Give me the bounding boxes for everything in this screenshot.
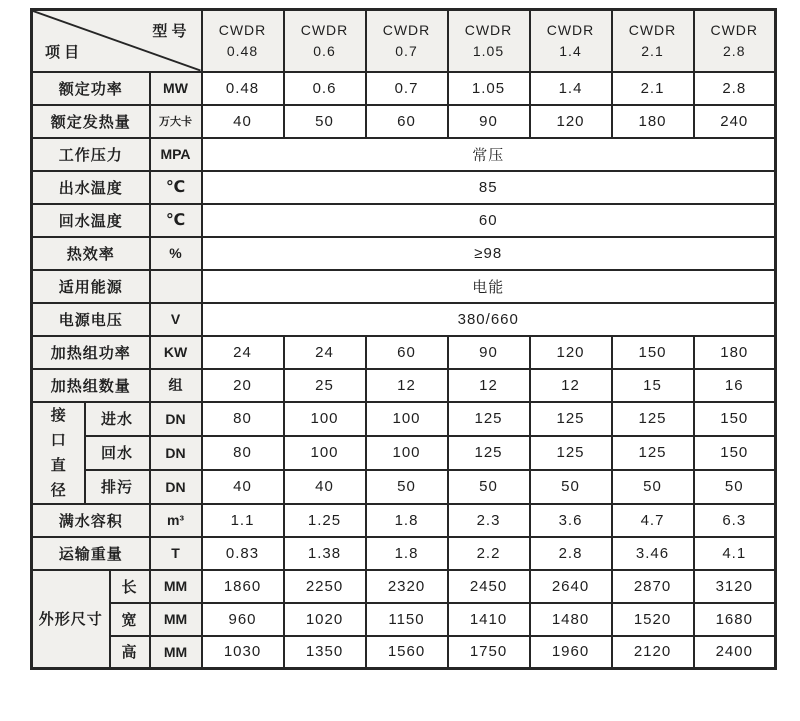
row-unit: MM [150,603,202,636]
row-unit: % [150,237,202,270]
cell-value: 0.6 [284,72,366,105]
row-label: 进水 [85,402,150,436]
row-label: 排污 [85,470,150,504]
cell-value: 1860 [202,570,284,603]
cell-value: 1680 [694,603,776,636]
model-name: CWDR [464,21,513,38]
row-label: 额定发热量 [32,105,150,138]
cell-value: 24 [202,336,284,369]
row-unit: m³ [150,504,202,537]
cell-value: 3120 [694,570,776,603]
row-label: 热效率 [32,237,150,270]
model-size: 0.48 [226,42,259,59]
row-label: 高 [110,636,150,669]
row-unit: MPA [150,138,202,171]
cell-value: 50 [612,470,694,504]
cell-value: 2450 [448,570,530,603]
row-label: 加热组数量 [32,369,150,402]
cell-value: 1410 [448,603,530,636]
model-header-col-1 [202,10,284,72]
row-label: 额定功率 [32,72,150,105]
model-header-col-3 [366,10,448,72]
table-row-inlet-diameter [32,402,776,436]
cell-value: 1750 [448,636,530,669]
cell-value: 240 [694,105,776,138]
cell-value: 1.05 [448,72,530,105]
cell-value: 40 [284,470,366,504]
cell-value-span: ≥98 [202,237,776,270]
table-row-length [32,570,776,603]
model-header-col-2 [284,10,366,72]
cell-value: 1030 [202,636,284,669]
group-label-pipe-diameter [32,402,85,504]
cell-value: 150 [612,336,694,369]
cell-value: 0.48 [202,72,284,105]
table-row-thermal-efficiency [32,237,776,270]
row-label: 宽 [110,603,150,636]
cell-value: 1.38 [284,537,366,570]
cell-value: 100 [366,436,448,470]
cell-value: 2.3 [448,504,530,537]
cell-value: 125 [612,436,694,470]
model-size: 2.1 [641,42,664,59]
row-unit: DN [150,470,202,504]
model-header-col-5 [530,10,612,72]
table-row-working-pressure [32,138,776,171]
corner-item-label: 项 目 [45,43,80,61]
model-name: CWDR [710,21,759,38]
table-row-width [32,603,776,636]
row-unit: ℃ [150,204,202,237]
group-label-text: 接口直径 [50,406,66,499]
cell-value: 125 [612,402,694,436]
row-label: 满水容积 [32,504,150,537]
row-label: 运输重量 [32,537,150,570]
table-row-outlet-temp [32,171,776,204]
cell-value: 2.1 [612,72,694,105]
model-name: CWDR [628,21,677,38]
table-row-rated-heat [32,105,776,138]
cell-value: 125 [530,436,612,470]
cell-value: 50 [530,470,612,504]
cell-value: 20 [202,369,284,402]
cell-value: 960 [202,603,284,636]
cell-value: 2120 [612,636,694,669]
model-size: 0.6 [313,42,336,59]
cell-value: 2320 [366,570,448,603]
cell-value: 1150 [366,603,448,636]
cell-value: 1520 [612,603,694,636]
row-unit: DN [150,436,202,470]
table-row-return-diameter [32,436,776,470]
cell-value: 1.1 [202,504,284,537]
cell-value: 50 [694,470,776,504]
cell-value: 1350 [284,636,366,669]
row-label: 加热组功率 [32,336,150,369]
row-label: 回水温度 [32,204,150,237]
row-unit: T [150,537,202,570]
table-row-supply-voltage [32,303,776,336]
table-row-drain-diameter [32,470,776,504]
cell-value: 60 [366,336,448,369]
cell-value: 1.8 [366,504,448,537]
row-unit: DN [150,402,202,436]
row-unit: ℃ [150,171,202,204]
cell-value: 1.25 [284,504,366,537]
model-name: CWDR [382,21,431,38]
model-size: 2.8 [723,42,746,59]
cell-value: 50 [366,470,448,504]
cell-value: 120 [530,105,612,138]
cell-value: 25 [284,369,366,402]
cell-value: 120 [530,336,612,369]
cell-value: 150 [694,436,776,470]
row-label: 回水 [85,436,150,470]
cell-value: 3.46 [612,537,694,570]
cell-value: 90 [448,336,530,369]
cell-value: 40 [202,105,284,138]
cell-value: 180 [694,336,776,369]
row-unit: V [150,303,202,336]
cell-value: 1.8 [366,537,448,570]
cell-value: 125 [530,402,612,436]
cell-value: 15 [612,369,694,402]
row-label: 工作压力 [32,138,150,171]
cell-value: 100 [284,402,366,436]
row-unit: 万大卡 [150,105,202,138]
cell-value: 180 [612,105,694,138]
cell-value: 60 [366,105,448,138]
cell-value: 125 [448,436,530,470]
cell-value-span: 常压 [202,138,776,171]
row-unit: MW [150,72,202,105]
table-row-heater-group-count [32,369,776,402]
cell-value: 2250 [284,570,366,603]
cell-value: 1480 [530,603,612,636]
cell-value: 6.3 [694,504,776,537]
cell-value: 2.2 [448,537,530,570]
diagonal-header-cell [32,10,202,72]
cell-value: 90 [448,105,530,138]
table-row-transport-weight [32,537,776,570]
row-unit [150,270,202,303]
model-header-col-6 [612,10,694,72]
cell-value: 50 [448,470,530,504]
model-size: 1.05 [472,42,505,59]
table-row-heater-group-power [32,336,776,369]
cell-value: 16 [694,369,776,402]
cell-value: 12 [366,369,448,402]
model-size: 0.7 [395,42,418,59]
corner-model-label: 型 号 [152,23,187,40]
cell-value: 2870 [612,570,694,603]
cell-value: 1020 [284,603,366,636]
row-label: 适用能源 [32,270,150,303]
cell-value: 4.7 [612,504,694,537]
table-row-water-volume [32,504,776,537]
cell-value: 2400 [694,636,776,669]
cell-value: 100 [284,436,366,470]
cell-value-span: 电能 [202,270,776,303]
header-row [32,10,776,72]
cell-value: 0.7 [366,72,448,105]
row-unit: MM [150,636,202,669]
cell-value: 40 [202,470,284,504]
model-header-col-7 [694,10,776,72]
model-name: CWDR [546,21,595,38]
cell-value: 2.8 [530,537,612,570]
cell-value: 2.8 [694,72,776,105]
cell-value: 3.6 [530,504,612,537]
boiler-spec-table [30,8,777,670]
cell-value: 4.1 [694,537,776,570]
row-unit: KW [150,336,202,369]
cell-value-span: 60 [202,204,776,237]
cell-value: 1.4 [530,72,612,105]
cell-value: 0.83 [202,537,284,570]
cell-value: 1560 [366,636,448,669]
model-size: 1.4 [559,42,582,59]
cell-value: 80 [202,436,284,470]
table-row-height [32,636,776,669]
cell-value: 150 [694,402,776,436]
row-label: 电源电压 [32,303,150,336]
row-unit: MM [150,570,202,603]
cell-value: 12 [448,369,530,402]
table-row-rated-power [32,72,776,105]
model-header-col-4 [448,10,530,72]
table-row-return-temp [32,204,776,237]
cell-value: 100 [366,402,448,436]
model-name: CWDR [300,21,349,38]
group-label-overall-dimensions: 外形尺寸 [32,570,110,669]
cell-value: 1960 [530,636,612,669]
cell-value: 125 [448,402,530,436]
cell-value-span: 85 [202,171,776,204]
cell-value: 12 [530,369,612,402]
model-name: CWDR [218,21,267,38]
cell-value-span: 380/660 [202,303,776,336]
row-unit: 组 [150,369,202,402]
cell-value: 2640 [530,570,612,603]
cell-value: 80 [202,402,284,436]
table-row-energy-source [32,270,776,303]
row-label: 长 [110,570,150,603]
cell-value: 24 [284,336,366,369]
cell-value: 50 [284,105,366,138]
row-label: 出水温度 [32,171,150,204]
